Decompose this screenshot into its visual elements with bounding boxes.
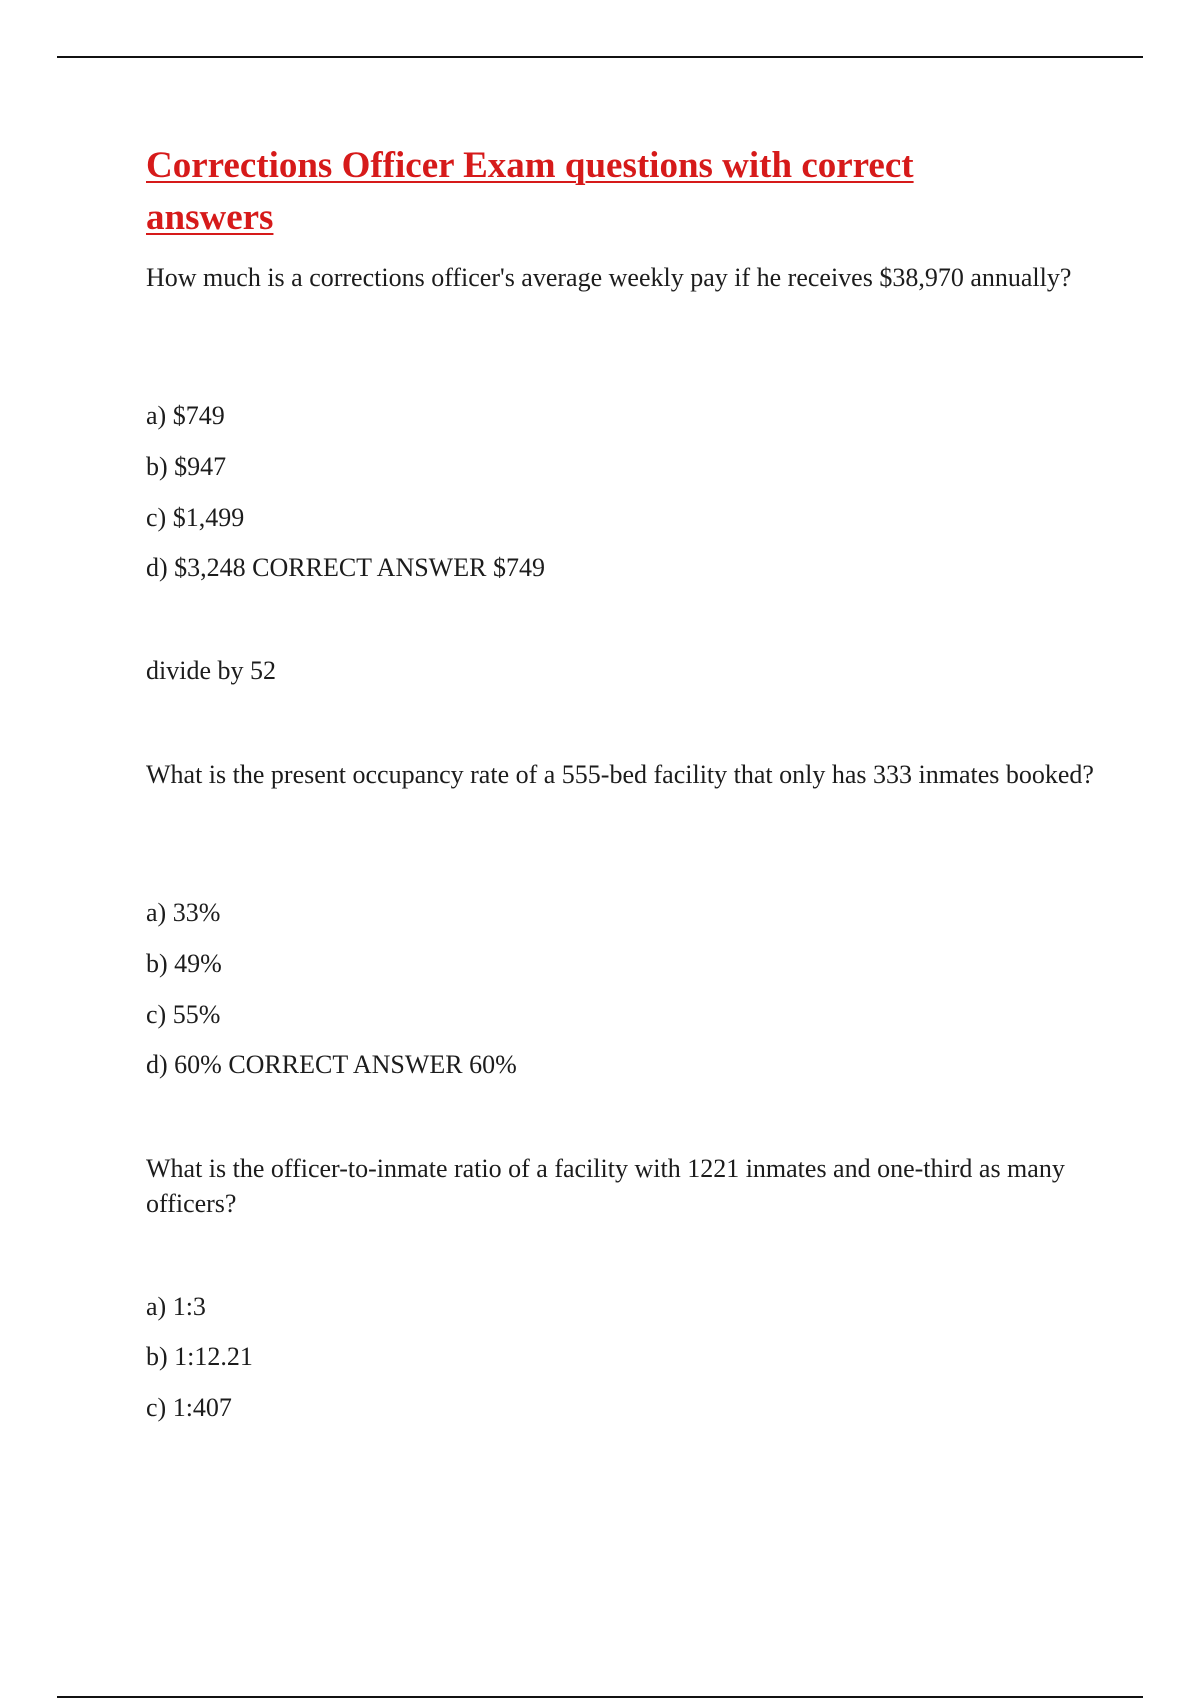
question-2-option-c: c) 55% (146, 1000, 221, 1029)
document-title: Corrections Officer Exam questions with correct answers (146, 145, 914, 238)
question-2-text: What is the present occupancy rate of a 555-bed facility that only has 333 inmates booked? (146, 760, 1094, 789)
question-1-option-b: b) $947 (146, 452, 227, 481)
question-2-option-b: b) 49% (146, 949, 222, 978)
header-rule (57, 56, 1143, 58)
question-1-option-c: c) $1,499 (146, 503, 245, 532)
question-2-option-d: d) 60% CORRECT ANSWER 60% (146, 1050, 517, 1079)
question-3-option-a: a) 1:3 (146, 1292, 206, 1321)
question-3-option-c: c) 1:407 (146, 1393, 232, 1422)
footer-rule (57, 1696, 1143, 1698)
question-3-option-b: b) 1:12.21 (146, 1342, 253, 1371)
question-2-option-a: a) 33% (146, 898, 221, 927)
question-1-option-a: a) $749 (146, 401, 225, 430)
question-3-text: What is the officer-to-inmate ratio of a facility with 1221 inmates and one-third as many officers? (146, 1154, 1065, 1218)
question-1-option-d: d) $3,248 CORRECT ANSWER $749 (146, 553, 545, 582)
question-1-note: divide by 52 (146, 656, 276, 685)
question-1-text: How much is a corrections officer's average weekly pay if he receives $38,970 annually? (146, 263, 1072, 292)
